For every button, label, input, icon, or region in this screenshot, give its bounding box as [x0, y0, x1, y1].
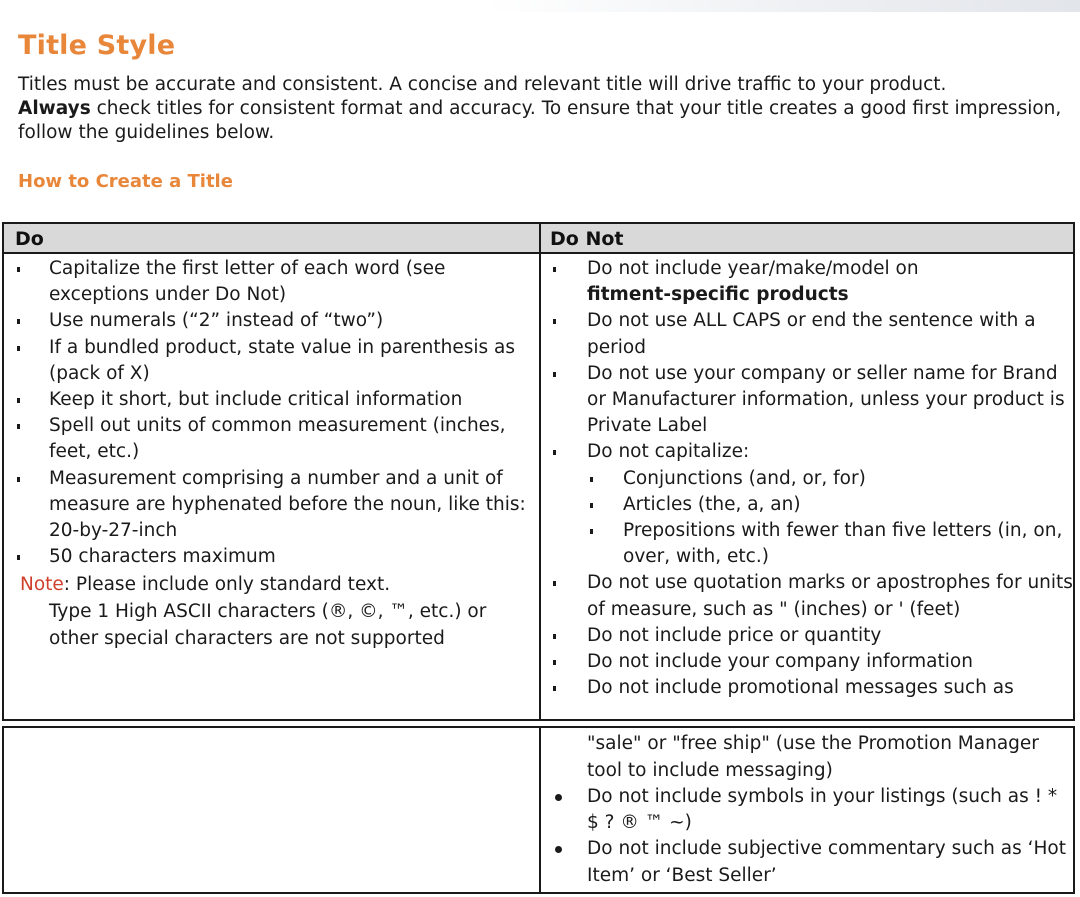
- bullet-icon: [553, 686, 556, 691]
- do-item: 50 characters maximum: [4, 544, 539, 570]
- do-not-item: Do not capitalize: Conjunctions (and, or, for) Articles (the, a, an) Prepositions with fewer than five letters (in, on, over, with, etc.): [541, 439, 1073, 570]
- bullet-icon: [590, 529, 593, 534]
- bullet-icon: [17, 319, 20, 324]
- do-not-item: Do not include symbols in your listings (such as ! * $ ? ® ™ ~): [541, 784, 1073, 836]
- bullet-icon: [555, 794, 562, 801]
- do-not-item: Do not include your company information: [541, 649, 1073, 675]
- bullet-icon: [553, 634, 556, 639]
- bullet-icon: [17, 267, 20, 272]
- bullet-icon: [553, 319, 556, 324]
- page-title: Title Style: [18, 30, 176, 61]
- note-text-1: Please include only standard text.: [70, 574, 391, 596]
- bold-phrase: fitment-specific products: [587, 284, 849, 306]
- do-column: [4, 256, 539, 652]
- do-not-list-continued: [541, 784, 1073, 889]
- continued-text: "sale" or "free ship" (use the Promotion Manager tool to include messaging): [587, 733, 1039, 781]
- do-item: Keep it short, but include critical information: [4, 387, 539, 413]
- do-item: Measurement comprising a number and a unit of measure are hyphenated before the noun, like this: 20-by-27-inch: [4, 466, 539, 545]
- bullet-icon: [590, 477, 593, 482]
- sub-item: Articles (the, a, an): [587, 492, 1073, 518]
- bullet-icon: [17, 477, 20, 482]
- capitalize-sublist: [587, 466, 1073, 571]
- intro-line-2: check titles for consistent format and accuracy. To ensure that your title creates a good first impression, follow the guidelines below.: [18, 98, 1062, 143]
- do-not-item: Do not use quotation marks or apostrophes for units of measure, such as " (inches) or ' (feet): [541, 570, 1073, 622]
- bullet-icon: [17, 398, 20, 403]
- bullet-icon: [590, 503, 593, 508]
- sub-item: Conjunctions (and, or, for): [587, 466, 1073, 492]
- note-label: Note: [20, 574, 64, 596]
- do-not-item: Do not include promotional messages such as: [541, 675, 1073, 701]
- bullet-icon: [555, 846, 562, 853]
- do-not-column-continued: [541, 730, 1073, 889]
- note-block: Note: Please include only standard text. Type 1 High ASCII characters (®, ©, ™, etc.) or other special characters are not supported: [4, 571, 539, 652]
- section-subheading: How to Create a Title: [18, 171, 233, 192]
- header-do-not: Do Not: [550, 228, 624, 250]
- bullet-icon: [553, 581, 556, 586]
- bullet-icon: [553, 372, 556, 377]
- guidelines-table: [2, 222, 1075, 721]
- do-item: Capitalize the first letter of each word (see exceptions under Do Not): [4, 256, 539, 308]
- bullet-icon: [17, 424, 20, 429]
- intro-line-1: Titles must be accurate and consistent. A concise and relevant title will drive traffic to your product.: [18, 74, 947, 95]
- do-item: Use numerals (“2” instead of “two”): [4, 308, 539, 334]
- intro-always: Always: [18, 98, 91, 119]
- top-shadow: [0, 0, 1080, 12]
- bullet-icon: [553, 660, 556, 665]
- do-not-item: Do not include subjective commentary such as ‘Hot Item’ or ‘Best Seller’: [541, 836, 1073, 888]
- do-not-item: Do not use your company or seller name for Brand or Manufacturer information, unless your product is Private Label: [541, 361, 1073, 440]
- do-not-list: [541, 256, 1073, 701]
- do-list: [4, 256, 539, 570]
- intro-paragraph: [18, 73, 1068, 145]
- do-item: If a bundled product, state value in parenthesis as (pack of X): [4, 335, 539, 387]
- do-not-column: [541, 256, 1073, 701]
- header-do: Do: [15, 228, 44, 250]
- do-not-item: Do not include year/make/model on fitment-specific products: [541, 256, 1073, 308]
- note-text-2: Type 1 High ASCII characters (®, ©, ™, etc.) or other special characters are not supported: [49, 601, 487, 650]
- do-not-item: Do not use ALL CAPS or end the sentence with a period: [541, 308, 1073, 360]
- guidelines-table-continued: [2, 726, 1075, 894]
- bullet-icon: [553, 267, 556, 272]
- do-item: Spell out units of common measurement (inches, feet, etc.): [4, 413, 539, 465]
- do-not-item: Do not include price or quantity: [541, 623, 1073, 649]
- bullet-icon: [553, 450, 556, 455]
- sub-item: Prepositions with fewer than five letters (in, on, over, with, etc.): [587, 518, 1073, 570]
- bullet-icon: [17, 555, 20, 560]
- bullet-icon: [17, 346, 20, 351]
